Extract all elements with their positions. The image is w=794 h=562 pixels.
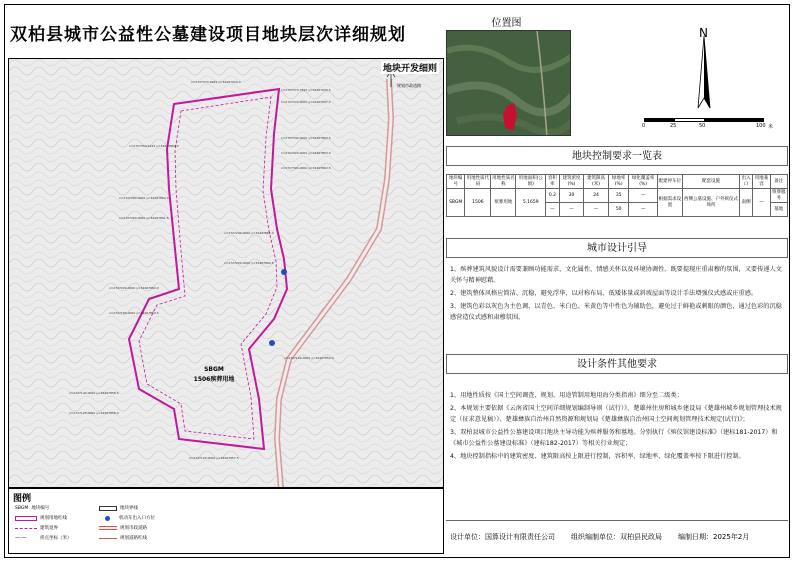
table-header-cell: 建筑密度(%) [559,175,583,189]
coord-label: x=2727140.0000 y=34467858.5 [69,391,119,395]
legend-item [15,515,67,521]
table-cell: 35 [608,189,629,203]
table-header-cell: 备注 [770,175,787,189]
table-cell: 殡葬用地 [491,189,516,217]
coord-label: x=2727374.7895 y=34467936.5 [281,88,331,92]
legend-item [99,515,155,521]
right-panel [444,6,790,554]
plan-map [8,58,444,488]
table-header-cell: 建筑限高(米) [584,175,609,189]
table-header-cell: 用地性质名称 [492,176,515,187]
north-label: N [699,26,708,40]
table-cell: 0.2 [546,189,560,203]
table-cell: 墓地 [770,203,787,217]
footer-organizer: 组织编制单位：双柏县民政局 [571,532,662,541]
road-label: 规划市政道路 [397,83,421,88]
satellite-svg [447,31,571,136]
table-cell: 30 [559,189,583,203]
page-title: 双柏县城市公益性公墓建设项目地块层次详细规划 [10,25,406,45]
table-header-cell: 配建停车位 [657,175,682,189]
coord-label: x=2727100.0000 y=34467857.5 [189,456,239,460]
legend-label: 建筑退界 [40,526,58,531]
coord-point-icon: —·— [15,535,27,541]
control-table [446,174,788,217]
table-cell: 24 [584,189,609,203]
table-header-cell: 容积率 [546,175,560,189]
coord-label: x=2727300.0000 y=34467862.5 [281,166,331,170]
legend-symbol: SBGM [15,505,29,511]
footer [446,520,788,552]
table-header-cell: 绿地率(%) [608,175,629,189]
table-cell: 根据需求设置 [657,189,682,217]
legend-label: 地块界线 [120,506,138,511]
map-subtitle: 地块开发细则 [381,61,439,74]
table-cell: — [546,203,560,217]
table-header-cell: 用地性质代码 [466,176,490,187]
coord-label: x=2727240.0000 y=34467861.0 [224,231,274,235]
scale-bar [642,118,774,130]
coord-label: x=2727220.0000 y=34467860.5 [224,261,274,265]
table-header-cell: 地块编号 [447,175,465,189]
scale-tick: 100 [756,123,766,129]
redline-symbol-icon [15,516,37,521]
conditions-heading: 设计条件其他要求 [446,354,788,374]
table-cell: 1506 [465,189,491,217]
legend-item [99,535,147,541]
vehicle-entrance-marker-2 [269,340,275,346]
table-cell: — [753,189,770,217]
condition-item: 2、本规划主要依据《云南省国土空间详细规划编制导则（试行）》、楚雄州住房和城乡建设局《楚雄州城乡规划管理技术规定（征求意见稿）》、楚雄彝族自治州自然资源和规划局《楚雄彝族自治州国土空间规划管理技术规定(试行)》； [450,405,782,423]
north-arrow-icon [684,28,724,118]
road-redline-icon [99,538,117,539]
scale-tick: 50 [699,123,706,129]
table-header-row [447,175,788,189]
coord-label: x=2727280.0000 y=34467862.0 [119,196,169,200]
table-cell: — [629,203,657,217]
legend-label: 地块编号 [31,506,50,511]
parcel-boundary-icon [99,506,117,511]
footer-designer: 设计单位：国算设计有限责任公司 [450,532,555,541]
conditions-list [450,390,784,464]
scale-unit: 米 [768,124,774,130]
scale-tick: 0 [642,123,646,129]
design-heading: 城市设计引导 [446,238,788,258]
road-symbol-icon [99,526,117,530]
condition-item: 1、用地性质按《国土空间调查、规划、用途管制用地用海分类指南》细分至二级类； [450,392,683,399]
coord-label: x=2727120.0000 y=34467858.0 [69,411,119,415]
coord-label: x=2727160.0000 y=34467859.0 [284,356,334,360]
coord-label: x=2727374.9989 y=34467929.4 [191,80,241,84]
setback-symbol-icon [15,528,37,529]
design-item: 2、建筑整体风格应简洁、沉稳，避免浮华，以对称布局、低矮体量或斜坡屋面等设计手法增强仪式感或庄重感。 [450,290,758,297]
coord-label: x=2727340.0000 y=34467863.5 [281,136,331,140]
condition-item: 3、双柏县城市公益性公墓建设项目地块主导功能为殡葬服务和墓地。分别执行《殡仪馆建设标准》（建标181-2017）和《城市公益性公墓建设标准》（建标182-2017）等相关行业规定； [450,429,778,447]
parcel-id-label: SBGM [204,366,224,373]
table-header-cell: 用地面积(公顷) [516,175,546,189]
legend-label: 机动车出入口方位 [119,516,155,521]
legend-item [99,505,138,511]
table-cell: — [629,189,657,203]
coord-label: x=2727180.0000 y=34467859.5 [109,311,159,315]
legend-item [15,525,58,531]
table-cell: 西侧公墓设施、户外殡仪式场所 [682,189,739,217]
table-cell: 殡葬服务 [772,190,786,201]
table-cell: 南侧 [739,189,752,217]
table-header-cell: 配套设施 [682,175,739,189]
coord-label: x=2727320.0000 y=34467863.0 [281,151,331,155]
footer-date: 编制日期：2025年2月 [678,532,750,541]
location-title: 位置图 [491,18,522,29]
parcel-use-label: 1506殡葬用地 [193,376,235,383]
table-cell: 50 [608,203,629,217]
table-cell: — [584,203,609,217]
design-guidance [450,264,784,325]
condition-item: 4、地块控制指标中的建筑密度、建筑限高按上限进行控制，容积率、绿地率、绿化覆盖率按下限进行控制。 [450,453,745,460]
design-item: 3、建筑色彩以灰色为主色调，以青色、米白色、米黄色等中性色为辅助色，避免过于鲜艳或刺眼的颜色，通过色彩的沉稳感营造仪式感和肃穆氛围。 [450,303,782,321]
legend-label: 规划用地红线 [40,516,67,521]
legend-label: 拐点坐标（米） [40,536,72,541]
legend-title: 图例 [13,494,32,504]
legend-label: 规划市政道路 [120,526,147,531]
vehicle-entrance-marker [281,269,287,275]
legend-item [15,505,49,511]
entrance-dot-icon [105,516,110,521]
design-item: 1、殡葬建筑风貌设计需要兼顾功能需求、文化属性、情感关怀以及环境协调性。既要提现庄重肃穆的氛围，又要传递人文关怀与精神慰藉。 [450,266,782,284]
legend [8,488,444,554]
legend-item [99,525,147,531]
legend-label: 规划道路红线 [120,536,147,541]
table-cell: SBGM [447,189,465,217]
table-row [447,189,788,203]
coord-label: x=2727260.0000 y=34467861.5 [119,216,169,220]
table-header-cell: 出入口 [739,175,752,189]
scale-tick: 25 [670,123,677,129]
table-cell: — [559,203,583,217]
coord-label: x=2727200.0000 y=34467860.0 [109,286,159,290]
terrain-svg [9,59,444,488]
control-heading: 地块控制要求一览表 [446,146,788,166]
coord-label: x=2727374.0000 y=34467937.2 [281,100,331,104]
location-map [446,30,571,136]
legend-item [15,535,72,541]
coord-label: x=2727359.9143 y=34467864.0 [129,144,179,148]
table-header-cell: 绿化覆盖率(%) [629,175,657,189]
table-header-cell: 用地兼容 [754,176,769,187]
table-cell: 5.1659 [516,189,546,217]
